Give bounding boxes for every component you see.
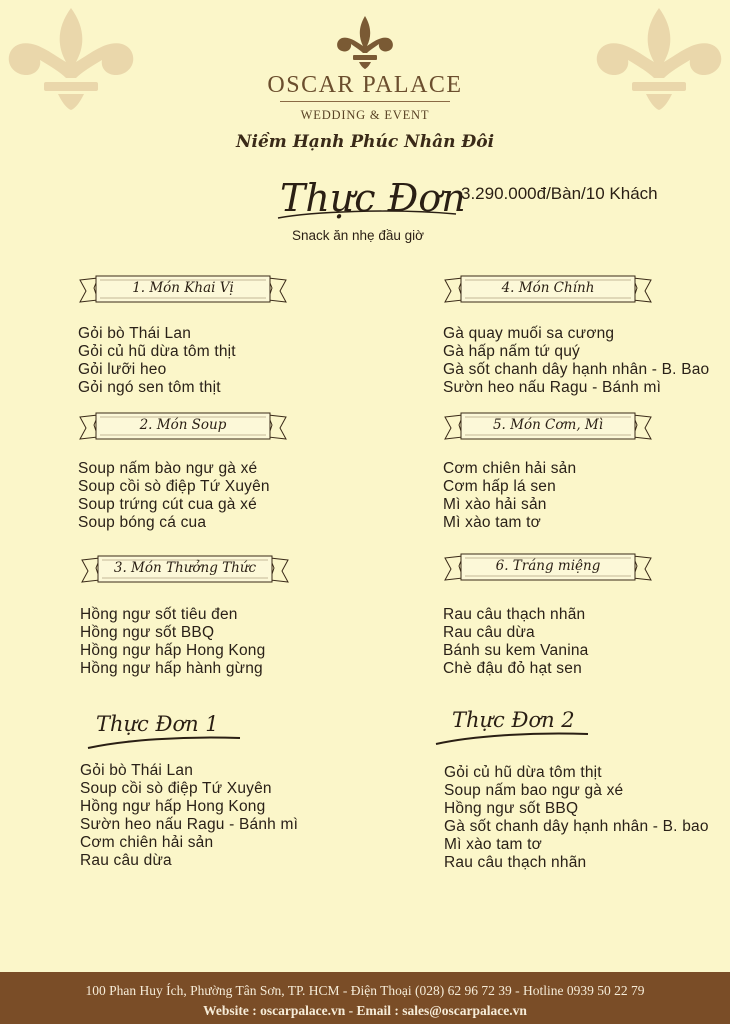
list-item: Sườn heo nấu Ragu - Bánh mì bbox=[443, 379, 662, 396]
section-label: 4. Món Chính bbox=[501, 280, 595, 296]
list-item: Gỏi củ hũ dừa tôm thịt bbox=[444, 764, 602, 781]
list-item: Soup cồi sò điệp Tứ Xuyên bbox=[78, 478, 270, 495]
section-banner bbox=[80, 554, 290, 588]
list-item: Rau câu dừa bbox=[443, 624, 535, 641]
section-banner bbox=[78, 411, 288, 445]
brand-tagline: Niềm Hạnh Phúc Nhân Đôi bbox=[235, 132, 495, 152]
list-item: Cơm hấp lá sen bbox=[443, 478, 556, 495]
swash-underline-icon bbox=[270, 178, 470, 228]
brand-subtitle: WEDDING & EVENT bbox=[300, 108, 430, 122]
section-banner bbox=[443, 411, 653, 445]
list-item: Gà quay muối sa cương bbox=[443, 325, 615, 342]
set-menu-2-title: Thực Đơn 2 bbox=[452, 708, 575, 732]
list-item: Hồng ngư sốt BBQ bbox=[80, 624, 215, 641]
menu-price: 3.290.000đ/Bàn/10 Khách bbox=[461, 184, 658, 203]
list-item: Hồng ngư hấp Hong Kong bbox=[80, 798, 266, 815]
list-item: Soup nấm bao ngư gà xé bbox=[444, 782, 624, 799]
section-label: 2. Món Soup bbox=[139, 417, 227, 433]
list-item: Rau câu dừa bbox=[80, 852, 172, 869]
list-item: Gỏi lưỡi heo bbox=[78, 361, 167, 378]
section-appetizer bbox=[78, 274, 378, 397]
section-items bbox=[78, 460, 378, 532]
list-item: Gỏi củ hũ dừa tôm thịt bbox=[78, 343, 236, 360]
section-soup bbox=[78, 411, 378, 532]
footer bbox=[0, 972, 730, 1024]
swash-underline-icon bbox=[432, 726, 592, 748]
section-label: 5. Món Cơm, Mì bbox=[492, 417, 604, 433]
list-item: Mì xào hải sản bbox=[443, 496, 547, 513]
list-item: Soup cồi sò điệp Tứ Xuyên bbox=[80, 780, 272, 797]
section-items bbox=[443, 325, 730, 397]
list-item: Cơm chiên hải sản bbox=[443, 460, 577, 477]
list-item: Gỏi bò Thái Lan bbox=[80, 762, 194, 779]
section-special bbox=[80, 554, 380, 678]
list-item: Rau câu thạch nhãn bbox=[443, 606, 586, 623]
list-item: Soup trứng cút cua gà xé bbox=[78, 496, 257, 513]
set-menu-1-title: Thực Đơn 1 bbox=[96, 712, 219, 736]
set-menu-2-items bbox=[444, 764, 709, 872]
list-item: Bánh su kem Vanina bbox=[443, 642, 589, 659]
section-items bbox=[78, 325, 378, 397]
list-item: Soup bóng cá cua bbox=[78, 514, 207, 531]
footer-web-email: Website : oscarpalace.vn - Email : sales@oscarpalace.vn bbox=[203, 1003, 527, 1018]
list-item: Chè đậu đỏ hạt sen bbox=[443, 660, 582, 677]
list-item: Hồng ngư hấp Hong Kong bbox=[80, 642, 266, 659]
section-items bbox=[443, 460, 730, 532]
section-main bbox=[443, 274, 730, 397]
fleur-de-lis-logo-icon bbox=[335, 14, 395, 70]
list-item: Hồng ngư hấp hành gừng bbox=[80, 660, 263, 677]
section-banner bbox=[443, 274, 653, 308]
section-items bbox=[443, 606, 730, 678]
list-item: Gà hấp nấm tứ quý bbox=[443, 343, 580, 360]
list-item: Gỏi bò Thái Lan bbox=[78, 325, 192, 342]
list-item: Gỏi ngó sen tôm thịt bbox=[78, 379, 221, 396]
list-item: Cơm chiên hải sản bbox=[80, 834, 214, 851]
section-label: 6. Tráng miệng bbox=[495, 558, 601, 574]
footer-contact: 100 Phan Huy Ích, Phường Tân Sơn, TP. HCM - Điện Thoại (028) 62 96 72 39 - Hotline 0939 50 22 79 bbox=[85, 983, 645, 998]
list-item: Gà sốt chanh dây hạnh nhân - B. Bao bbox=[443, 361, 710, 378]
brand-divider bbox=[280, 101, 450, 102]
list-item: Mì xào tam tơ bbox=[443, 514, 542, 531]
section-dessert bbox=[443, 552, 730, 678]
section-label: 3. Món Thưởng Thức bbox=[113, 560, 257, 576]
set-menu-1-items bbox=[80, 762, 298, 870]
brand-name: OSCAR PALACE bbox=[267, 72, 463, 98]
section-label: 1. Món Khai Vị bbox=[132, 280, 234, 296]
section-banner bbox=[443, 552, 653, 586]
list-item: Soup nấm bào ngư gà xé bbox=[78, 460, 258, 477]
section-banner bbox=[78, 274, 288, 308]
list-item: Hồng ngư sốt BBQ bbox=[444, 800, 579, 817]
menu-title: Thực Đơn bbox=[280, 176, 466, 220]
list-item: Hồng ngư sốt tiêu đen bbox=[80, 606, 238, 623]
menu-snack: Snack ăn nhẹ đầu giờ bbox=[292, 228, 424, 243]
list-item: Rau câu thạch nhãn bbox=[444, 854, 587, 871]
section-rice-noodles bbox=[443, 411, 730, 532]
list-item: Sườn heo nấu Ragu - Bánh mì bbox=[80, 816, 299, 833]
swash-underline-icon bbox=[84, 730, 244, 752]
section-items bbox=[80, 606, 380, 678]
list-item: Gà sốt chanh dây hạnh nhân - B. bao bbox=[444, 818, 709, 835]
list-item: Mì xào tam tơ bbox=[444, 836, 543, 853]
